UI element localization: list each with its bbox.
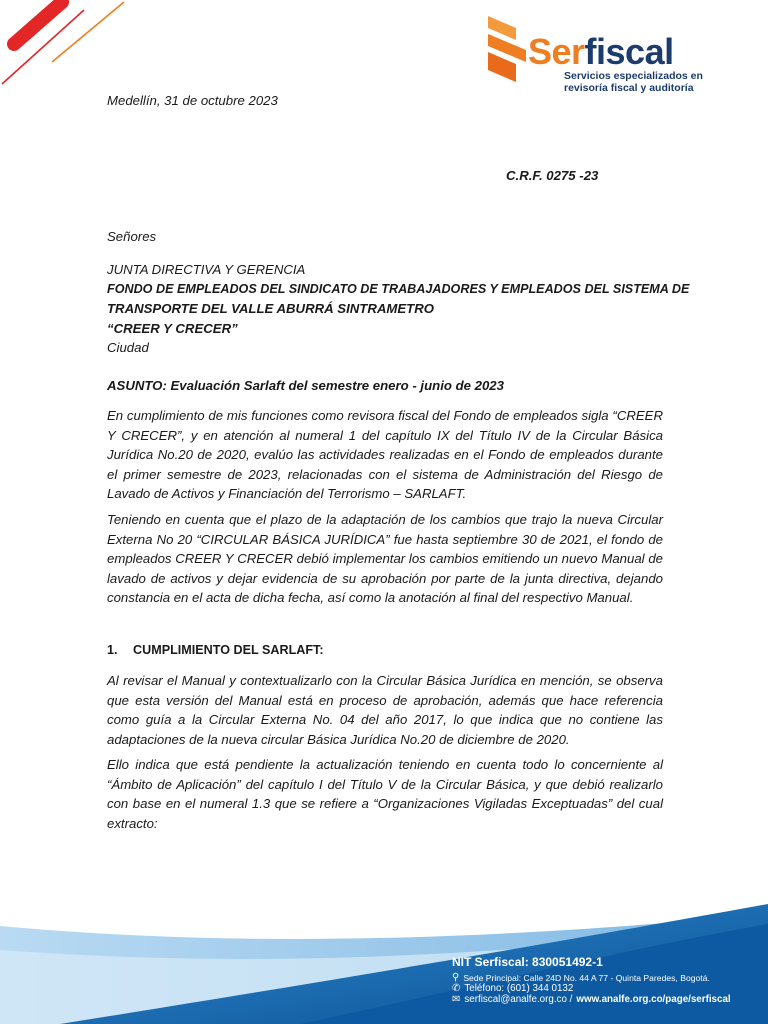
section-1-heading xyxy=(107,643,324,657)
logo-fiscal: fiscal xyxy=(584,31,674,72)
logo-tagline xyxy=(564,71,703,94)
footer-email[interactable]: serfiscal@analfe.org.co / xyxy=(464,994,573,1005)
paragraph-1: En cumplimiento de mis funciones como revisora fiscal del Fondo de empleados sigla “CREER Y CRECER”, y en atención al numeral 1 del capítulo IX del Título IV de la Circular Básica Jurídica No.20 de 2020, evalúo las actividades realizadas en el Fondo de empleados durante el primer semestre de 2023, relacionadas con el sistema de Administración del Riesgo de Lavado de Activos y Financiación del Terrorismo – SARLAFT. xyxy=(107,408,663,501)
phone-icon: ✆ xyxy=(452,983,461,994)
paragraph-3: Al revisar el Manual y contextualizarlo con la Circular Básica Jurídica en mención, se observa que esta versión del Manual está en proceso de aprobación, además que hace referencia como guía a la Circular Externa No. 04 del año 2017, lo que indica que no contiene las adaptaciones de la nueva circular Básica Jurídica No.20 de diciembre de 2020. xyxy=(107,673,663,747)
footer-phone: Teléfono: (601) 344 0132 xyxy=(464,983,574,994)
subject-line: ASUNTO: Evaluación Sarlaft del semestre enero - junio de 2023 xyxy=(107,378,504,393)
logo-wordmark xyxy=(528,31,674,72)
recipient-block xyxy=(107,260,690,358)
red-stripe xyxy=(14,2,62,44)
logo-ser: Ser xyxy=(528,31,585,72)
footer-address-row xyxy=(452,972,762,983)
salutation: Señores xyxy=(107,229,157,244)
footer-nit: NIT Serfiscal: 830051492-1 xyxy=(452,955,603,969)
email-icon: ✉ xyxy=(452,994,461,1005)
location-pin-icon: ⚲ xyxy=(452,972,460,983)
reference-number: C.R.F. 0275 -23 xyxy=(506,168,599,183)
tagline-line1: Servicios especializados en xyxy=(564,70,703,82)
recipient-line3: TRANSPORTE DEL VALLE ABURRÁ SINTRAMETRO xyxy=(107,301,435,316)
footer-info xyxy=(452,955,762,1005)
header-decoration xyxy=(0,0,140,100)
recipient-line5: Ciudad xyxy=(107,340,149,355)
recipient-line1: JUNTA DIRECTIVA Y GERENCIA xyxy=(107,262,306,277)
serfiscal-logo xyxy=(486,14,726,98)
recipient-line4: “CREER Y CRECER” xyxy=(107,320,238,336)
orange-thin-stripe xyxy=(52,2,124,62)
footer-contact-row xyxy=(452,994,762,1005)
footer-website[interactable]: www.analfe.org.co/page/serfiscal xyxy=(576,994,731,1005)
place-date: Medellín, 31 de octubre 2023 xyxy=(107,93,278,108)
footer-phone-row xyxy=(452,983,762,994)
section-1-title: CUMPLIMIENTO DEL SARLAFT: xyxy=(133,643,324,657)
section-1-number: 1. xyxy=(107,643,118,657)
recipient-line2: FONDO DE EMPLEADOS DEL SINDICATO DE TRABAJADORES Y EMPLEADOS DEL SISTEMA DE xyxy=(107,281,690,296)
paragraph-4: Ello indica que está pendiente la actualización teniendo en cuenta todo lo concerniente al “Ámbito de Aplicación” del capítulo I del Título V de la Circular Básica, y que debió realizarlo con base en el numeral 1.3 que se refiere a “Organizaciones Vigiladas Exceptuadas” del cual extracto: xyxy=(107,757,663,831)
tagline-line2: revisoría fiscal y auditoría xyxy=(564,81,694,94)
paragraph-2: Teniendo en cuenta que el plazo de la adaptación de los cambios que trajo la nueva Circular Externa No 20 “CIRCULAR BÁSICA JURÍDICA” fue hasta septiembre 30 de 2021, el fondo de empleados CREER Y CRECER debió implementar los cambios emitiendo un nuevo Manual de lavado de activos y dejar evidencia de su aprobación por parte de la junta directiva, dejando constancia en el acta de dicha fecha, así como la anotación al final del respectivo Manual. xyxy=(107,512,663,605)
footer-address: Sede Principal: Calle 24D No. 44 A 77 - Quinta Paredes, Bogotá. xyxy=(463,972,710,983)
logo-mark-icon xyxy=(486,14,530,86)
